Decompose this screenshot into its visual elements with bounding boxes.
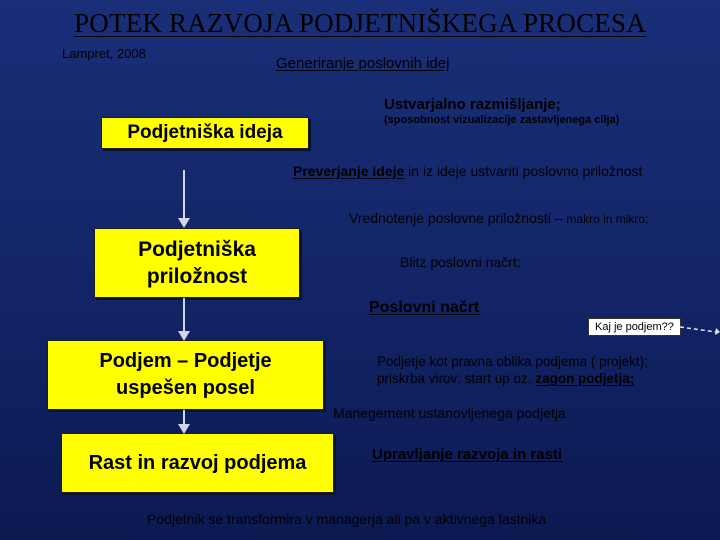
box-podjem-line1: Podjem – Podjetje <box>99 350 272 372</box>
box-rast-in-razvoj <box>61 433 334 493</box>
heading-blitz: Blitz poslovni načrt; <box>400 254 521 270</box>
heading-upravljanje: Upravljanje razvoja in rasti <box>372 446 563 463</box>
heading-podjetnik: Podjetnik se transformira v managerja ali pa v aktivnega lastnika <box>147 511 547 527</box>
box-podjem-podjetje <box>47 340 324 410</box>
heading-preverjanje <box>293 163 642 179</box>
box-podjetniska-priloznost <box>94 228 300 298</box>
heading-ustvarjalno: Ustvarjalno razmišljanje; <box>384 96 561 113</box>
podjetje-line2-strong: zagon podjetja; <box>535 371 635 386</box>
heading-podjetje <box>377 353 648 387</box>
page-title: POTEK RAZVOJA PODJETNIŠKEGA PROCESA <box>74 8 646 38</box>
heading-generiranje: Generiranje poslovnih idej <box>276 55 450 72</box>
box-podjetniska-ideja <box>101 117 309 149</box>
flow-arrow-line-1 <box>183 170 185 222</box>
flow-arrowhead-2 <box>178 331 190 341</box>
author-credit: Lampret, 2008 <box>62 46 146 61</box>
flow-arrow-line-2 <box>183 298 185 335</box>
box-podjem-line2: uspešen posel <box>116 377 255 399</box>
box-priloznost-line1: Podjetniška <box>138 238 256 261</box>
note-kaj-je-podjem: Kaj je podjem?? <box>588 318 681 336</box>
flow-arrowhead-1 <box>178 218 190 228</box>
preverjanje-strong: Preverjanje ideje <box>293 163 405 179</box>
heading-poslovni-nacrt: Poslovni načrt <box>369 299 480 316</box>
heading-vrednotenje <box>349 210 648 226</box>
podjetje-line1: Podjetje kot pravna oblika podjema ( projekt); <box>377 354 648 369</box>
vrednotenje-main: Vrednotenje poslovne priložnosti – <box>349 210 567 226</box>
flow-arrowhead-3 <box>178 424 190 434</box>
heading-manegement: Manegement ustanovljenega podjetja <box>333 405 566 421</box>
box-priloznost-line2: priložnost <box>146 265 248 288</box>
podjetje-line2-main: priskrba virov; start up oz. <box>377 371 536 386</box>
box-ideja-label: Podjetniška ideja <box>127 122 283 143</box>
note-pointer-icon <box>680 322 720 336</box>
vrednotenje-sub: makro in mikro; <box>566 212 649 226</box>
podjetje-line2 <box>377 370 648 387</box>
heading-ustvarjalno-sub: (sposobnost vizualizacije zastavljenega cilja) <box>384 114 620 126</box>
preverjanje-rest: in iz ideje ustvariti poslovno priložnost <box>404 163 643 179</box>
box-rast-label: Rast in razvoj podjema <box>88 451 307 474</box>
